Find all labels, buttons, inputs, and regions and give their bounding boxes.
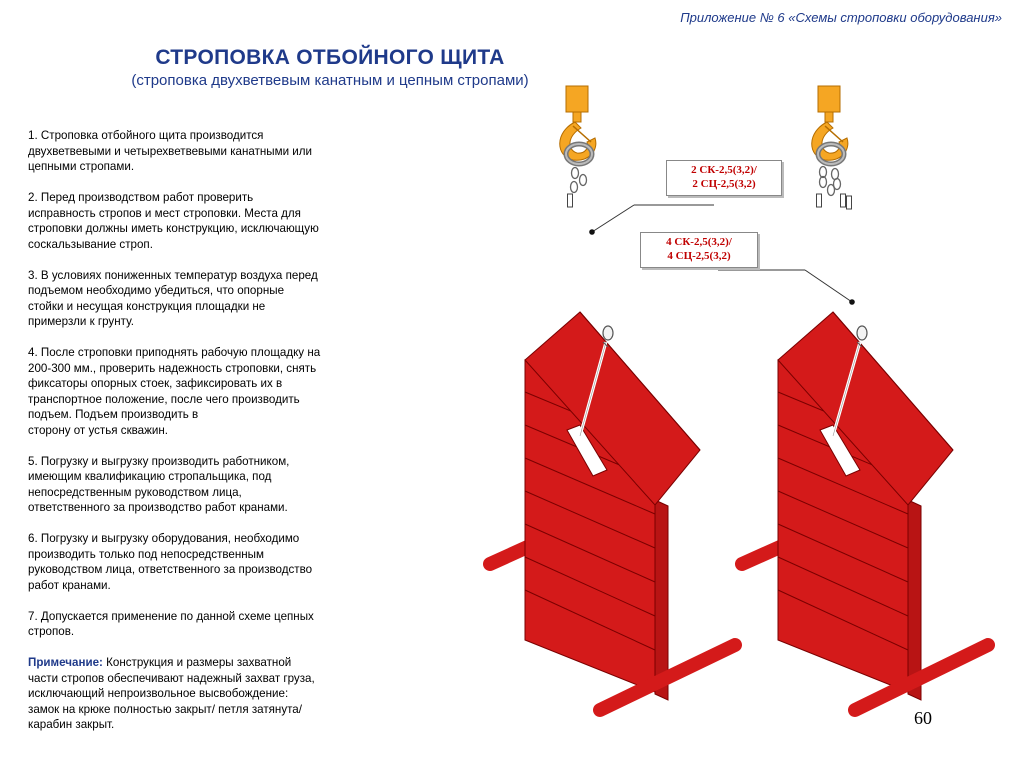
instruction-6: 6. Погрузку и выгрузку оборудования, необходимо производить только под непосредственным руководством лица, ответственного за производство работ кранами. xyxy=(28,532,313,592)
instruction-3: 3. В условиях пониженных температур воздуха перед подъемом необходимо убедиться, что опорные стойки и несущая конструкция площадки не примерзли к грунту. xyxy=(28,268,318,328)
shield-left xyxy=(490,312,735,710)
sling-label-two-branch-line1: 2 СК-2,5(3,2)/ xyxy=(691,164,757,176)
instruction-5: 5. Погрузку и выгрузку производить работником, имеющим квалификацию стропальщика, под непосредственным руководством лица, ответственного за производство работ кранами. xyxy=(28,454,290,514)
note-label: Примечание: xyxy=(28,656,103,669)
leader-line-right xyxy=(718,270,855,305)
shield-right xyxy=(742,312,988,710)
sling-label-four-branch-line2: 4 СЦ-2,5(3,2) xyxy=(667,250,731,262)
appendix-header: Приложение № 6 «Схемы строповки оборудования» xyxy=(680,10,1002,25)
instruction-7: 7. Допускается применение по данной схеме цепных стропов. xyxy=(28,609,314,638)
page-title: СТРОПОВКА ОТБОЙНОГО ЩИТА xyxy=(155,46,505,69)
page-subtitle: (строповка двухветвевым канатным и цепным стропами) xyxy=(131,72,529,89)
instruction-1: 1. Строповка отбойного щита производится двухветвевыми и четырехветвевыми канатными или цепными стропами. xyxy=(28,129,313,173)
sling-label-four-branch xyxy=(640,232,758,268)
note-text: Конструкция и размеры захватной части стропов обеспечивают надежный захват груза, исключающий непроизвольное высвобождение: замок на крюке полностью закрыт/ петля затянута/ карабин закрыт. xyxy=(28,656,315,731)
sling-label-four-branch-line1: 4 СК-2,5(3,2)/ xyxy=(666,236,732,248)
crane-hook-right-icon xyxy=(812,86,852,209)
crane-hook-left-icon xyxy=(560,86,596,207)
sling-label-two-branch-line2: 2 СЦ-2,5(3,2) xyxy=(692,178,756,190)
leader-line-left xyxy=(589,205,714,235)
page-number: 60 xyxy=(914,708,932,728)
instruction-2: 2. Перед производством работ проверить исправность стропов и мест строповки. Места для строповки должны иметь конструкцию, исключающую соскальзывание строп. xyxy=(28,191,319,251)
sling-label-two-branch xyxy=(666,160,782,196)
instruction-4: 4. После строповки приподнять рабочую площадку на 200-300 мм., проверить надежность строповки, снять фиксаторы опорных стоек, зафиксировать их в транспортное положение, после чего производить подъем. Подъем производить в сторону от устья скважин. xyxy=(28,346,321,437)
